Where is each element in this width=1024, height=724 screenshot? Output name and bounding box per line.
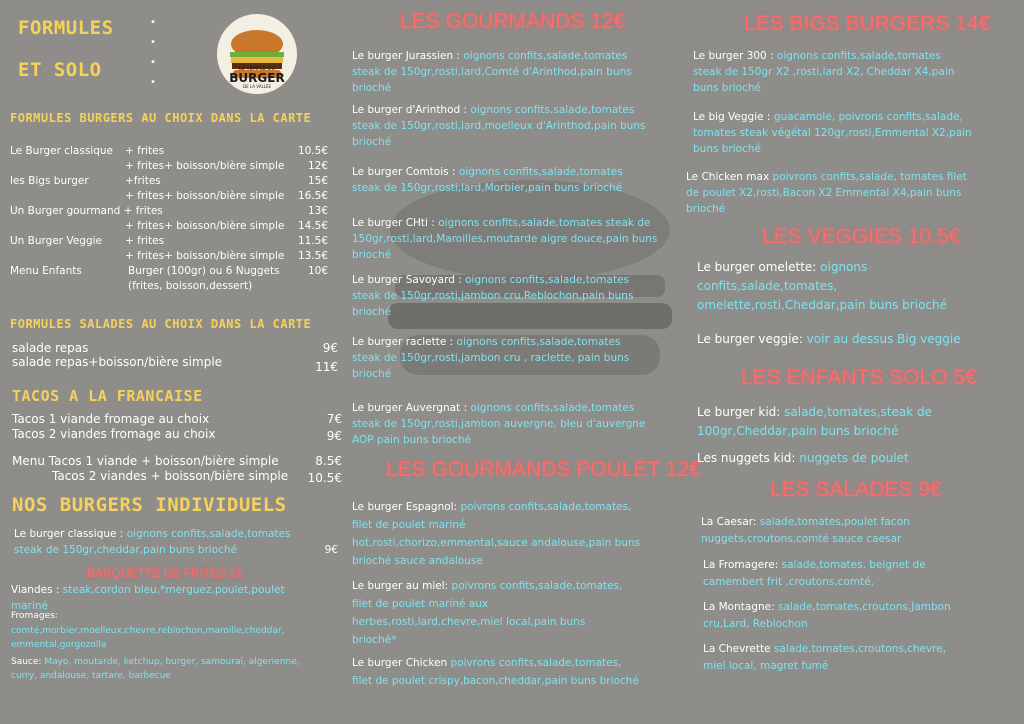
formule-price: 16.5€ bbox=[297, 190, 328, 202]
item-name: Le burger raclette : bbox=[352, 336, 454, 348]
item-name: Les nuggets kid: bbox=[697, 451, 796, 465]
item-desc: poivrons confits,salade,tomates, bbox=[451, 580, 623, 592]
item-desc: salade,tomates, beignet de bbox=[781, 559, 926, 571]
item-desc: de poulet X2,rosti,Bacon X2 Emmental X4,pain buns bbox=[686, 187, 962, 199]
formules-salades-title: FORMULES SALADES AU CHOIX DANS LA CARTE bbox=[10, 317, 312, 331]
sauce-label: Sauce: bbox=[11, 657, 42, 667]
fromages-text bbox=[11, 624, 284, 652]
item-desc: oignons confits,salade,tomates steak de bbox=[438, 217, 651, 229]
item-desc: miel local, magret fumé bbox=[703, 660, 829, 672]
item-desc: nuggets de poulet bbox=[799, 451, 909, 465]
item-desc: AOP pain buns brioché bbox=[352, 434, 471, 446]
item-desc: oignons confits,salade,tomates bbox=[470, 104, 635, 116]
item-desc: oignons confits,salade,tomates bbox=[776, 50, 941, 62]
tacos-label: Menu Tacos 1 viande + boisson/bière simple bbox=[12, 454, 279, 468]
fromages-line: comté,morbier,moelleux,chevre,reblochon,maroille,cheddar, bbox=[11, 626, 285, 636]
formule-price: 10.5€ bbox=[297, 145, 328, 157]
salade-label: salade repas+boisson/bière simple bbox=[12, 355, 223, 369]
formule-price: 10€ bbox=[307, 265, 328, 277]
item-name: Le burger omelette: bbox=[697, 260, 817, 274]
logo bbox=[217, 14, 297, 94]
menu-item bbox=[352, 164, 688, 196]
item-name: Le burger CHti : bbox=[352, 217, 435, 229]
logo-main-text: BURGER bbox=[229, 71, 285, 85]
sauce-text: curry, andalouse, tartare, barbecue bbox=[11, 671, 171, 681]
menu-item bbox=[693, 109, 1013, 157]
menu-item bbox=[352, 334, 688, 382]
item-desc: 150gr,rosti,lard,Maroilles,moutarde aigre douce,pain buns bbox=[352, 233, 658, 245]
tacos-label: Tacos 2 viandes fromage au choix bbox=[12, 427, 216, 441]
item-desc: steak de 150gr,rosti,lard,Comté d'Arinthod,pain buns bbox=[352, 66, 632, 78]
item-desc: buns brioché bbox=[693, 143, 761, 155]
item-name: Le burger kid: bbox=[697, 405, 781, 419]
item-name: La Montagne: bbox=[703, 601, 775, 613]
menu-item bbox=[352, 102, 688, 150]
item-desc: steak de 150gr,rosti,jambon auvergne, bleu d'auvergne bbox=[352, 418, 646, 430]
formules-burgers-title: FORMULES BURGERS AU CHOIX DANS LA CARTE bbox=[10, 111, 312, 125]
item-desc: filet de poulet mariné bbox=[352, 519, 466, 531]
salade-price: 11€ bbox=[315, 360, 338, 374]
item-name: Le Chicken max bbox=[686, 171, 770, 183]
item-desc: cru,Lard, Reblochon bbox=[703, 618, 808, 630]
burger-classique bbox=[14, 526, 344, 558]
item-name: Le burger 300 : bbox=[693, 50, 774, 62]
item-desc: 100gr,Cheddar,pain buns brioché bbox=[697, 424, 899, 438]
menu-item bbox=[352, 48, 688, 96]
barquette-frites: BARQUETTE DE FRITES 2€ bbox=[87, 566, 244, 580]
sauce-list bbox=[11, 655, 346, 683]
tacos-title: TACOS A LA FRANCAISE bbox=[12, 387, 203, 405]
item-desc: oignons confits,salade,tomates bbox=[465, 274, 630, 286]
sauce-text: Mayo, moutarde, ketchup, burger, samouraï, algerienne, bbox=[44, 657, 300, 667]
item-desc: camembert frit ,croutons,comté, bbox=[703, 576, 875, 588]
item-desc: filet de poulet mariné aux bbox=[352, 598, 489, 610]
item-desc: omelette,rosti,Cheddar,pain buns brioché bbox=[697, 298, 947, 312]
viandes-text: mariné bbox=[11, 600, 49, 612]
menu-item bbox=[701, 514, 1019, 548]
menu-item bbox=[686, 169, 1016, 217]
viandes-list bbox=[11, 582, 341, 614]
item-desc: brioché bbox=[352, 249, 392, 261]
menu-item bbox=[693, 48, 1013, 96]
item-name: Le burger Chicken bbox=[352, 657, 448, 669]
formule-label: Un Burger Veggie bbox=[10, 235, 102, 247]
menu-item bbox=[697, 450, 1017, 467]
item-desc: steak de 150gr,rosti,jambon cru , raclette, pain buns bbox=[352, 352, 630, 364]
menu-item bbox=[352, 654, 688, 690]
item-name: Le burger veggie: bbox=[697, 332, 803, 346]
item-desc: brioché sauce andalouse bbox=[352, 555, 483, 567]
formule-option: + frites+ boisson/bière simple bbox=[125, 250, 285, 262]
tacos-price: 10.5€ bbox=[307, 471, 342, 485]
item-desc: brioché bbox=[352, 306, 392, 318]
formule-option: + frites+ boisson/bière simple bbox=[125, 160, 285, 172]
formule-label: Menu Enfants bbox=[10, 265, 82, 277]
item-desc: oignons confits,salade,tomates bbox=[456, 336, 621, 348]
formule-price: 14.5€ bbox=[297, 220, 328, 232]
item-desc: salade,tomates,croutons,chevre, bbox=[773, 643, 947, 655]
item-desc: oignons confits,salade,tomates bbox=[458, 166, 623, 178]
formule-price: 13€ bbox=[307, 205, 328, 217]
bigs-title: LES BIGS BURGERS 14€ bbox=[744, 12, 991, 35]
formule-option: + frites bbox=[125, 145, 165, 157]
item-desc: brioché bbox=[352, 136, 392, 148]
item-desc: tomates steak végétal 120gr,rosti,Emmental X2,pain bbox=[693, 127, 972, 139]
item-name: Le burger Auvergnat : bbox=[352, 402, 468, 414]
item-name: Le burger Jurassien : bbox=[352, 50, 461, 62]
item-desc: voir au dessus Big veggie bbox=[806, 332, 961, 346]
item-name: Le burger Comtois : bbox=[352, 166, 456, 178]
item-desc: oignons confits,salade,tomates bbox=[463, 50, 628, 62]
item-desc: oignons confits,salade,tomates bbox=[470, 402, 635, 414]
menu-item bbox=[352, 400, 688, 448]
tacos-price: 8.5€ bbox=[315, 454, 342, 468]
formule-price: 15€ bbox=[307, 175, 328, 187]
header-title-2: ET SOLO bbox=[18, 59, 102, 81]
logo-sub-text: DE LA VALLÉE bbox=[243, 84, 271, 89]
decorative-dots: • • • • bbox=[150, 17, 155, 88]
item-desc: poivrons confits,salade,tomates, bbox=[460, 501, 632, 513]
menu-item bbox=[352, 215, 688, 263]
formule-option: Burger (100gr) ou 6 Nuggets bbox=[128, 265, 280, 277]
viandes-label: Viandes : bbox=[11, 584, 60, 596]
item-desc: oignons bbox=[820, 260, 868, 274]
menu-item bbox=[697, 403, 1017, 441]
item-name: La Chevrette bbox=[703, 643, 771, 655]
item-desc: brioché bbox=[352, 368, 392, 380]
tacos-price: 9€ bbox=[326, 429, 342, 443]
enfants-title: LES ENFANTS SOLO 5€ bbox=[741, 366, 977, 389]
item-desc: brioché* bbox=[352, 634, 397, 646]
viandes-text: steak,cordon bleu,*merguez,poulet,poulet bbox=[62, 584, 285, 596]
item-desc: poivrons confits,salade, tomates filet bbox=[772, 171, 967, 183]
fromages-label: Fromages: bbox=[11, 611, 58, 621]
item-desc: salade,tomates,poulet facon bbox=[759, 516, 910, 528]
item-name: Le burger d'Arinthod : bbox=[352, 104, 468, 116]
tacos-label: Tacos 2 viandes + boisson/bière simple bbox=[52, 469, 289, 483]
menu-item bbox=[697, 258, 1017, 315]
item-desc: steak de 150gr,rosti,lard,Morbier,pain buns brioché bbox=[352, 182, 623, 194]
item-desc: guacamole, poivrons confits,salade, bbox=[773, 111, 963, 123]
item-name: Le burger au miel: bbox=[352, 580, 449, 592]
menu-item bbox=[352, 272, 688, 320]
poulet-title: LES GOURMANDS POULET 12€ bbox=[386, 458, 701, 481]
item-desc: confits,salade,tomates, bbox=[697, 279, 838, 293]
menu-item bbox=[703, 599, 1021, 633]
salade-price: 9€ bbox=[322, 341, 338, 355]
item-name: Le burger classique : bbox=[14, 528, 124, 540]
item-desc: hot,rosti,chorizo,emmental,sauce andalouse,pain buns bbox=[352, 537, 641, 549]
menu-item bbox=[352, 498, 688, 570]
item-desc: poivrons confits,salade,tomates, bbox=[450, 657, 622, 669]
item-desc: salade,tomates,croutons,Jambon bbox=[777, 601, 951, 613]
tacos-label: Tacos 1 viande fromage au choix bbox=[12, 412, 210, 426]
logo-small-text: LE TEMPLE DU bbox=[238, 66, 276, 72]
item-desc: buns brioché bbox=[693, 82, 761, 94]
item-desc: steak de 150gr,cheddar,pain buns brioché bbox=[14, 544, 238, 556]
item-name: Le burger Espagnol: bbox=[352, 501, 458, 513]
item-name: Le burger Savoyard : bbox=[352, 274, 462, 286]
salades-title: LES SALADES 9€ bbox=[770, 478, 942, 501]
menu-item bbox=[703, 557, 1021, 591]
salade-label: salade repas bbox=[12, 341, 89, 355]
menu-item bbox=[697, 331, 1017, 348]
formule-option: +frites bbox=[125, 175, 161, 187]
veggies-title: LES VEGGIES 10.5€ bbox=[762, 225, 961, 248]
item-desc: steak de 150gr,rosti,lard,moelleux d'Arinthod,pain buns bbox=[352, 120, 646, 132]
formule-price: 12€ bbox=[307, 160, 328, 172]
formule-option: + frites+ boisson/bière simple bbox=[125, 190, 285, 202]
item-desc: brioché bbox=[352, 82, 392, 94]
item-desc: salade,tomates,steak de bbox=[784, 405, 932, 419]
fromages-line: emmental,gorgozolla bbox=[11, 640, 107, 650]
item-desc: oignons confits,salade,tomates bbox=[126, 528, 291, 540]
item-desc: herbes,rosti,lard,chevre,miel local,pain buns bbox=[352, 616, 586, 628]
formule-label: Un Burger gourmand + frites bbox=[10, 205, 163, 217]
item-desc: steak de 150gr,rosti,jambon cru,Reblochon,pain buns bbox=[352, 290, 634, 302]
item-name: La Caesar: bbox=[701, 516, 757, 528]
menu-item bbox=[352, 577, 688, 649]
item-desc: nuggets,croutons,comté sauce caesar bbox=[701, 533, 902, 545]
formule-price: 11.5€ bbox=[297, 235, 328, 247]
item-desc: filet de poulet crispy,bacon,cheddar,pain buns brioché bbox=[352, 675, 639, 687]
formule-label: les Bigs burger bbox=[10, 175, 89, 187]
header-title-1: FORMULES bbox=[18, 17, 114, 39]
menu-item bbox=[703, 641, 1021, 675]
item-name: Le big Veggie : bbox=[693, 111, 771, 123]
item-desc: brioché bbox=[686, 203, 726, 215]
item-name: La Fromagere: bbox=[703, 559, 779, 571]
formule-label: Le Burger classique bbox=[10, 145, 113, 157]
formule-price: 13.5€ bbox=[297, 250, 328, 262]
formule-option: + frites+ boisson/bière simple bbox=[125, 220, 285, 232]
tacos-price: 7€ bbox=[326, 412, 342, 426]
gourmands-title: LES GOURMANDS 12€ bbox=[400, 10, 626, 33]
formule-option: + frites bbox=[125, 235, 165, 247]
individuels-title: NOS BURGERS INDIVIDUELS bbox=[12, 494, 287, 516]
formule-option: (frites, boisson,dessert) bbox=[128, 280, 253, 292]
classique-price: 9€ bbox=[324, 544, 338, 556]
item-desc: steak de 150gr X2 ,rosti,lard X2, Cheddar X4,pain bbox=[693, 66, 955, 78]
